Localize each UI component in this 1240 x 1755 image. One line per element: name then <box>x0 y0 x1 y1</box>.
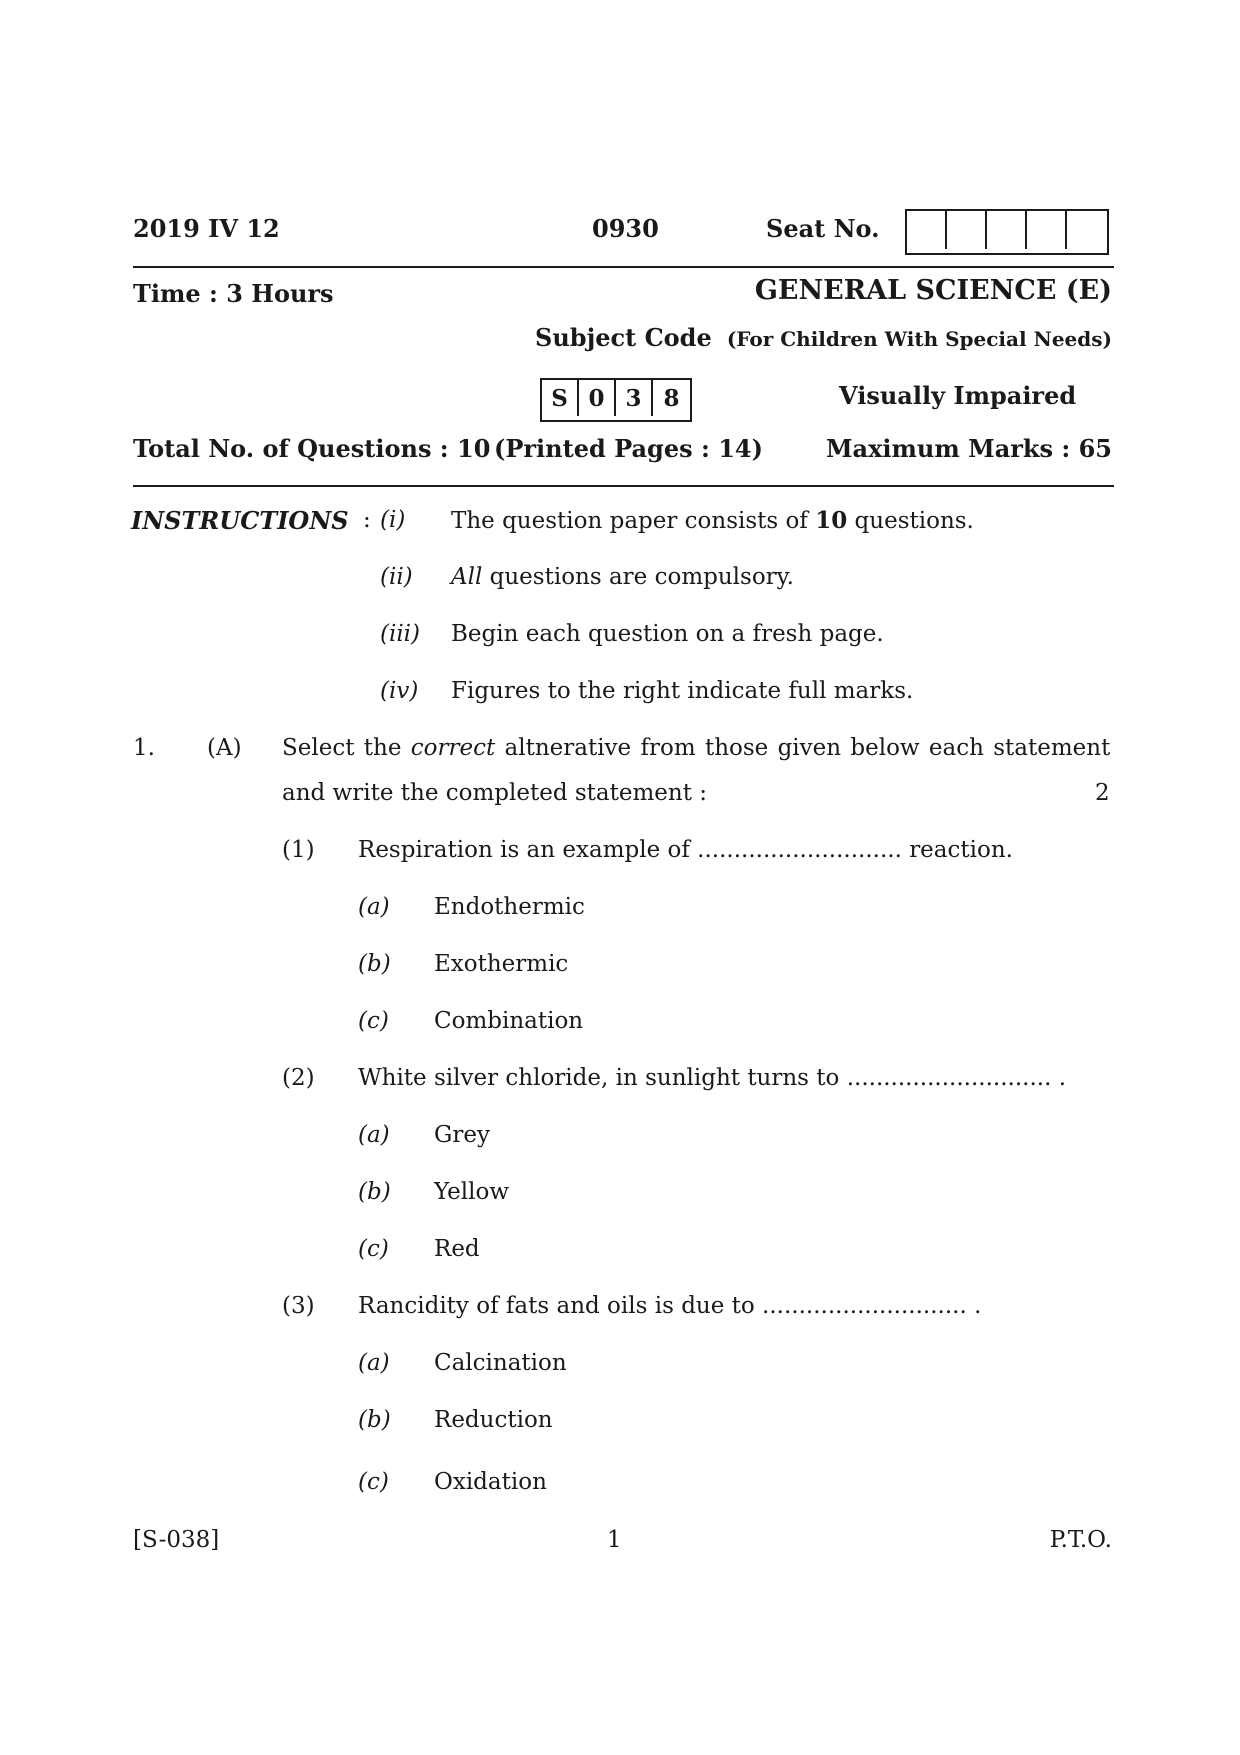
seat-label: Seat No. <box>766 214 880 243</box>
header-divider <box>133 266 1114 268</box>
special-needs-note: (For Children With Special Needs) <box>726 327 1112 351</box>
option-text: Oxidation <box>434 1469 547 1495</box>
page-number: 1 <box>607 1527 622 1553</box>
footer-paper-code: [S-038] <box>133 1527 220 1553</box>
instruction-number: (iii) <box>380 621 421 647</box>
question-stem-line2: and write the completed statement : <box>282 780 708 806</box>
option-text: Calcination <box>434 1350 567 1376</box>
subquestion-number: (2) <box>282 1065 315 1091</box>
printed-pages: (Printed Pages : 14) <box>494 434 763 463</box>
please-turn-over: P.T.O. <box>1049 1527 1112 1553</box>
instruction-number: (ii) <box>380 564 413 590</box>
subquestion-text: Rancidity of fats and oils is due to ............................ . <box>358 1293 982 1319</box>
instruction-text: Begin each question on a fresh page. <box>451 621 884 647</box>
option-label: (c) <box>358 1008 389 1034</box>
subject-code-boxes <box>540 378 692 422</box>
subject-code-label: Subject Code <box>535 323 712 352</box>
seat-box[interactable] <box>1027 211 1067 249</box>
question-stem: Select the correct altnerative from those given below each statement <box>282 735 1111 761</box>
option-label: (c) <box>358 1469 389 1495</box>
option-text: Exothermic <box>434 951 569 977</box>
total-questions: Total No. of Questions : 10 <box>133 434 491 463</box>
instructions-colon: : <box>363 507 371 533</box>
seat-box[interactable] <box>907 211 947 249</box>
option-text: Red <box>434 1236 480 1262</box>
subject-code-char: S <box>542 380 579 416</box>
subquestion-text: Respiration is an example of ............................ reaction. <box>358 837 1013 863</box>
time-allowed: Time : 3 Hours <box>133 279 334 308</box>
instruction-text: Figures to the right indicate full marks. <box>451 678 914 704</box>
subquestion-number: (3) <box>282 1293 315 1319</box>
question-part: (A) <box>207 735 242 761</box>
option-text: Grey <box>434 1122 490 1148</box>
option-text: Endothermic <box>434 894 585 920</box>
option-label: (a) <box>358 1350 390 1376</box>
instruction-number: (iv) <box>380 678 419 704</box>
subject-code-char: 3 <box>616 380 653 416</box>
question-marks: 2 <box>1095 780 1110 806</box>
option-label: (a) <box>358 1122 390 1148</box>
subquestion-text: White silver chloride, in sunlight turns to ............................ . <box>358 1065 1067 1091</box>
option-text: Reduction <box>434 1407 553 1433</box>
instructions-heading: INSTRUCTIONS <box>131 506 349 535</box>
paper-code: 0930 <box>592 214 659 243</box>
subject-code-char: 0 <box>579 380 616 416</box>
seat-number-boxes[interactable] <box>905 209 1109 255</box>
option-label: (a) <box>358 894 390 920</box>
category-label: Visually Impaired <box>839 381 1077 410</box>
header-divider-bottom <box>133 485 1114 487</box>
option-label: (c) <box>358 1236 389 1262</box>
maximum-marks: Maximum Marks : 65 <box>825 434 1112 463</box>
option-text: Yellow <box>434 1179 510 1205</box>
seat-box[interactable] <box>987 211 1027 249</box>
subject-title: GENERAL SCIENCE (E) <box>754 275 1112 306</box>
subject-code-char: 8 <box>663 384 680 412</box>
instruction-text: The question paper consists of 10 questions. <box>451 507 974 534</box>
option-label: (b) <box>358 951 391 977</box>
subquestion-number: (1) <box>282 837 315 863</box>
seat-box[interactable] <box>1067 211 1107 249</box>
instruction-number: (i) <box>380 507 406 533</box>
option-text: Combination <box>434 1008 584 1034</box>
instruction-text: All questions are compulsory. <box>451 564 794 590</box>
option-label: (b) <box>358 1179 391 1205</box>
question-number: 1. <box>133 735 155 761</box>
option-label: (b) <box>358 1407 391 1433</box>
exam-date-code: 2019 IV 12 <box>133 214 280 243</box>
seat-box[interactable] <box>947 211 987 249</box>
